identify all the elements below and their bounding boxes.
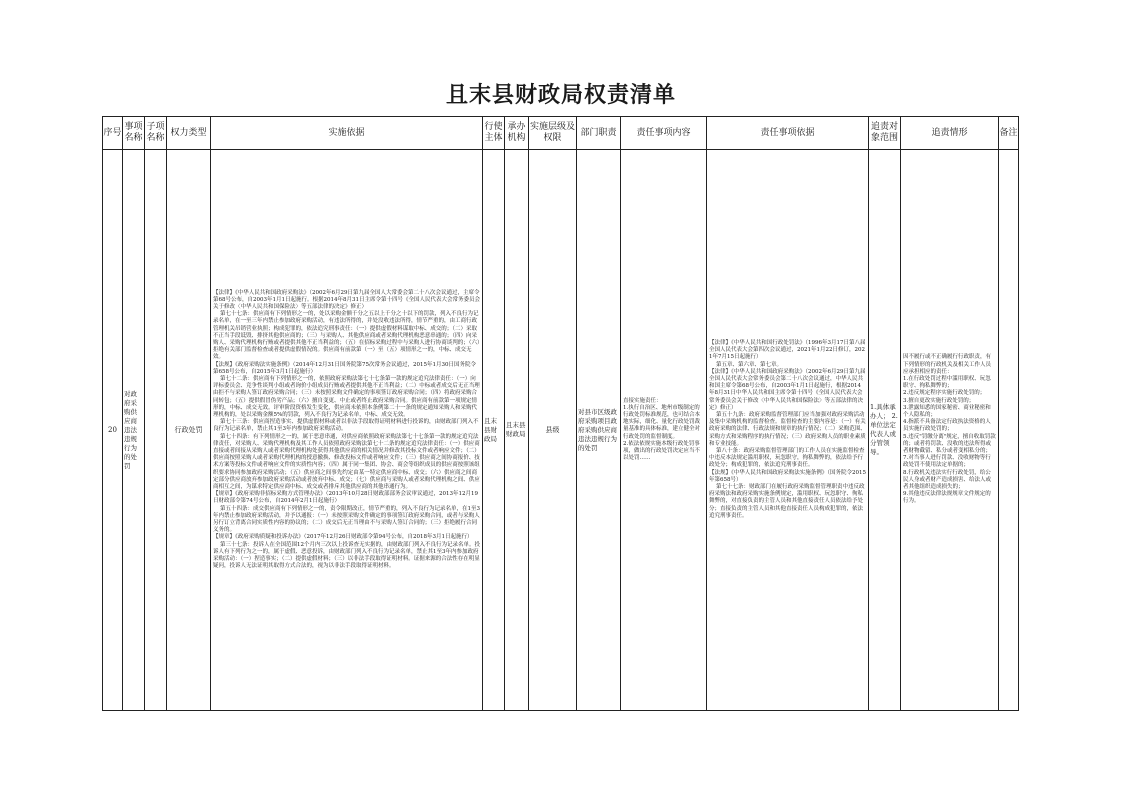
- cell-org: 且末县财政局: [505, 150, 529, 711]
- header-level: 实施层级及权限: [529, 117, 577, 150]
- cell-power-type: 行政处罚: [167, 150, 211, 711]
- header-row: [103, 117, 1019, 150]
- page-title: 且末县财政局权责清单: [445, 82, 676, 108]
- cell-duty: 对县市区级政府采购项目政府采购供应商违法违规行为的处罚: [577, 150, 621, 711]
- header-note: 备注: [999, 117, 1019, 150]
- header-duty: 部门职责: [577, 117, 621, 150]
- responsibility-table: [102, 116, 1019, 711]
- cell-seq: 20: [103, 150, 123, 711]
- header-item-name: 事项名称: [123, 117, 145, 150]
- header-seq: 序号: [103, 117, 123, 150]
- cell-sub-item-name: [145, 150, 167, 711]
- cell-item-name: 对政府采购供应商违法违规行为的处罚: [123, 150, 145, 711]
- cell-level: 县级: [529, 150, 577, 711]
- cell-basis: 【法律】《中华人民共和国政府采购法》（2002年6月29日第九届全国人大常委会第二十八次会议通过，主席令第68号公布，自2003年1月1日起施行。根据2014年8月31日主席令第十四号《全国人民代表大会常务委员会关于修改〈中华人民共和国保险法〉等五部法律的决定》修正） 第七十七条：供应商有下列情形之一的，处以采购金额千分之五以上千分之十以下的罚款，列入不良行为记录名单，在一至三年内禁止参加政府采购活动，有违法所得的，并处没收违法所得，情节严重的，由工商行政管理机关吊销营业执照；构成犯罪的，依法追究刑事责任：（一）提供虚假材料谋取中标、成交的；（二）采取不正当手段诋毁、排挤其他供应商的；（三）与采购人、其他供应商或者采购代理机构恶意串通的；（四）向采购人、采购代理机构行贿或者提供其他不正当利益的；（五）在招标采购过程中与采购人进行协商谈判的；（六）拒绝有关部门监督检查或者提供虚假情况的。供应商有前款第（一）至（五）项情形之一的，中标、成交无效。 【法规】《政府采购法实施条例》（2014年12月31日国务院第75次常务会议通过，2015年1月30日国务院令第658号公布，自2015年3月1日起施行） 第七十二条：供应商有下列情形之一的，依照政府采购法第七十七条第一款的规定追究法律责任：（一）向评标委员会、竞争性谈判小组或者询价小组成员行贿或者提供其他不正当利益；（二）中标或者成交后无正当理由拒不与采购人签订政府采购合同；（三）未按照采购文件确定的事项签订政府采购合同；（四）将政府采购合同转包；（五）提供假冒伪劣产品；（六）擅自变更、中止或者终止政府采购合同。供应商有前款第一项规定情形的，中标、成交无效。评审阶段资格发生变化，供应商未依照本条例第二十一条的规定通知采购人和采购代理机构的，处以采购金额5%的罚款，列入不良行为记录名单，中标、成交无效。 第七十三条：供应商捏造事实、提供虚假材料或者以非法手段取得证明材料进行投诉的，由财政部门列入不良行为记录名单，禁止其1至3年内参加政府采购活动。 第七十四条：有下列情形之一的，属于恶意串通，对供应商依照政府采购法第七十七条第一款的规定追究法律责任，对采购人、采购代理机构及其工作人员依照政府采购法第七十二条的规定追究法律责任：（一）供应商直接或者间接从采购人或者采购代理机构处获得其他供应商的相关情况并修改其投标文件或者响应文件；（二）供应商按照采购人或者采购代理机构的授意撤换、修改投标文件或者响应文件；（三）供应商之间协商报价、技术方案等投标文件或者响应文件的实质性内容；（四）属于同一集团、协会、商会等组织成员的供应商按照该组织要求协同参加政府采购活动；（五）供应商之间事先约定由某一特定供应商中标、成交；（六）供应商之间商定部分供应商放弃参加政府采购活动或者放弃中标、成交；（七）供应商与采购人或者采购代理机构之间、供应商相互之间，为谋求特定供应商中标、成交或者排斥其他供应商的其他串通行为。 【规章】《政府采购非招标采购方式管理办法》（2013年10月28日财政部部务会议审议通过，2013年12月19日财政部令第74号公布，自2014年2月1日起施行） 第五十四条：成交供应商有下列情形之一的，责令限期改正，情节严重的，列入不良行为记录名单，在1至3年内禁止参加政府采购活动，并予以通报：（一）未按照采购文件确定的事项签订政府采购合同，或者与采购人另行订立背离合同实质性内容的协议的；（二）成交后无正当理由不与采购人签订合同的；（三）拒绝履行合同义务的。 【规章】《政府采购质疑和投诉办法》（2017年12月26日财政部令第94号公布，自2018年3月1日起施行） 第三十七条：投诉人在全国范围12个月内三次以上投诉查无实据的，由财政部门列入不良行为记录名单。投诉人有下列行为之一的，属于虚假、恶意投诉，由财政部门列入不良行为记录名单，禁止其1至3年内参加政府采购活动：（一）捏造事实；（二）提供虚假材料；（三）以非法手段取得证明材料。证据来源的合法性存在明显疑问，投诉人无法证明其取得方式合法的，视为以非法手段取得证明材料。: [211, 150, 483, 711]
- header-power-type: 权力类型: [167, 117, 211, 150]
- header-basis: 实施依据: [211, 117, 483, 150]
- cell-resp-content: 直接实施责任： 1.执行自治区、地州市级制定的行政处罚标准规范，也可结合本地实际，细化、量化行政处罚裁量基准的具体标准，建立健全对行政处罚的监督制度。 2.依法依规实施本级行政处罚事项，做出的行政处罚决定应当不以处罚……: [621, 150, 707, 711]
- cell-resp-basis: 【法律】《中华人民共和国行政处罚法》（1996年3月17日第八届全国人民代表大会第四次会议通过，2021年1月22日修订，2021年7月15日起施行） 第五章、第六章、第七章。 【法律】《中华人民共和国政府采购法》（2002年6月29日第九届全国人民代表大会常务委员会第二十八次会议通过，中华人民共和国主席令第68号公布，自2003年1月1日起施行，根据2014年8月31日中华人民共和国主席令第十四号《全国人民代表大会常务委员会关于修改〈中华人民共和国保险法〉等五部法律的决定》修正） 第五十九条：政府采购监督管理部门应当加强对政府采购活动及集中采购机构的监督检查。监督检查的主要内容是：（一）有关政府采购的法律、行政法规和规章的执行情况；（二）采购范围、采购方式和采购程序的执行情况；（三）政府采购人员的职业素质和专业技能。 第八十条：政府采购监督管理部门的工作人员在实施监督检查中违反本法规定滥用职权，玩忽职守，徇私舞弊的，依法给予行政处分；构成犯罪的，依法追究刑事责任。 【法规】《中华人民共和国政府采购法实施条例》（国务院令2015年第658号） 第七十七条：财政部门在履行政府采购监督管理职责中违反政府采购法和政府采购实施条例规定，滥用职权、玩忽职守、徇私舞弊的，对直接负责的主管人员和其他直接责任人员依法给予处分；直接负责的主管人员和其他直接责任人员构成犯罪的，依法追究刑事责任。: [707, 150, 869, 711]
- header-sub-item-name: 子项名称: [145, 117, 167, 150]
- header-resp-basis: 责任事项依据: [707, 117, 869, 150]
- header-resp-content: 责任事项内容: [621, 117, 707, 150]
- table-row: [103, 150, 1019, 711]
- cell-note: [999, 150, 1019, 711]
- header-scope: 追责对象范围: [869, 117, 901, 150]
- header-subject: 行使主体: [483, 117, 505, 150]
- header-situation: 追责情形: [901, 117, 999, 150]
- header-org: 承办机构: [505, 117, 529, 150]
- cell-subject: 且末县财政局: [483, 150, 505, 711]
- cell-situation: 因不履行或不正确履行行政职责，有下列情形的行政机关及相关工作人员应承担相应的责任： 1.在行政处罚过程中滥用职权、玩忽职守、徇私舞弊的； 2.违反规定程序实施行政处罚的； 3.擅自更改实施行政处罚的； 3.泄露知悉的国家秘密、商业秘密和个人隐私的； 4.指派不具备法定行政执法资格的人员实施行政处罚的； 5.违反"罚缴分离"规定，擅自收取罚款的；或者将罚款、没收的违法所得或者财物截留、私分或者变相私分的； 7.对当事人进行罚款、没收财物等行政处罚不使用法定单据的； 8.行政机关违法实行行政处罚，给公民人身或者财产造成损害、给法人或者其他组织造成损失的； 9.其他违反法律法规规章文件规定的行为。: [901, 150, 999, 711]
- cell-scope: 1.具体承办人； 2.单位法定代表人或分管领导。: [869, 150, 901, 711]
